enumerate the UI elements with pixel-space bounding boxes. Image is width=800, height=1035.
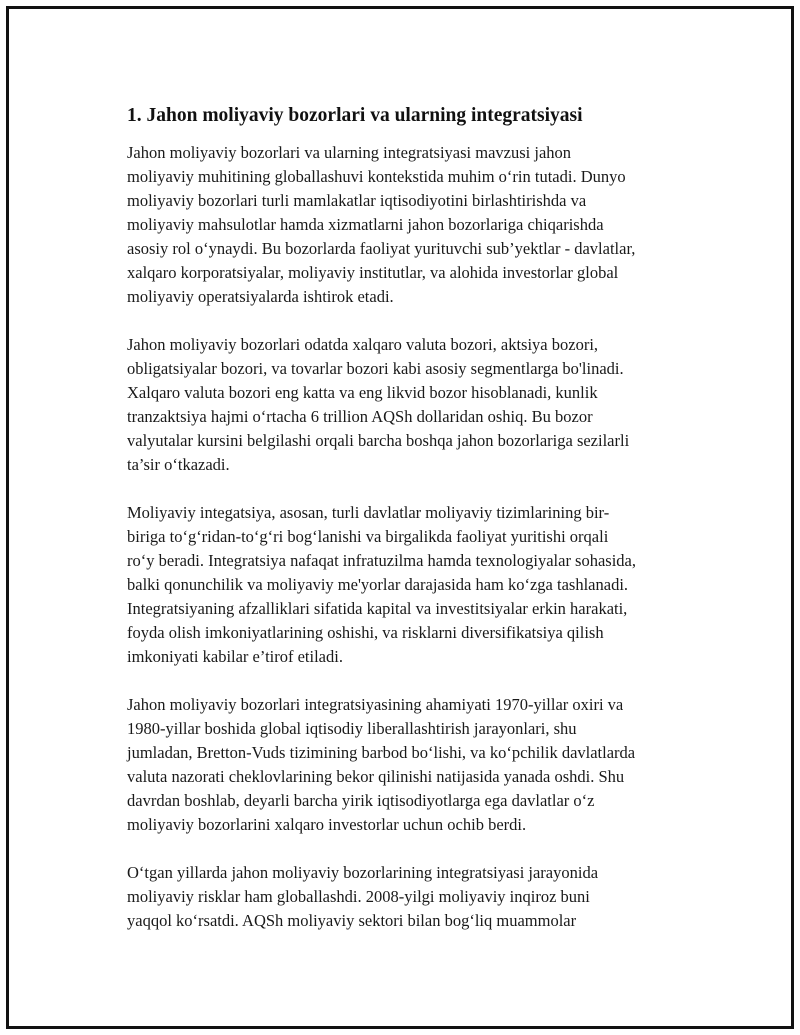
page-frame — [6, 6, 794, 1029]
text-line: 1980-yillar boshida global iqtisodiy liberallashtirish jarayonlari, shu — [127, 719, 577, 738]
text-line: Integratsiyaning afzalliklari sifatida kapital va investitsiyalar erkin harakati, — [127, 599, 628, 618]
text-line: yaqqol ko‘rsatdi. AQSh moliyaviy sektori bilan bog‘liq muammolar — [127, 911, 577, 930]
text-line: moliyaviy bozorlarini xalqaro investorlar uchun ochib berdi. — [127, 815, 527, 834]
text-line: O‘tgan yillarda jahon moliyaviy bozorlarining integratsiyasi jarayonida — [127, 863, 599, 882]
text-line: Moliyaviy integatsiya, asosan, turli davlatlar moliyaviy tizimlarining bir- — [127, 503, 610, 522]
paragraph-1 — [127, 141, 705, 309]
text-line: biriga to‘g‘ridan-to‘g‘ri bog‘lanishi va birgalikda faoliyat yuritishi orqali — [127, 527, 609, 546]
text-line: foyda olish imkoniyatlarining oshishi, va risklarni diversifikatsiya qilish — [127, 623, 604, 642]
paragraph-3 — [127, 501, 705, 669]
section-title: 1. Jahon moliyaviy bozorlari va ularning integratsiyasi — [127, 105, 583, 126]
text-line: Jahon moliyaviy bozorlari va ularning integratsiyasi mavzusi jahon — [127, 143, 572, 162]
text-line: ro‘y beradi. Integratsiya nafaqat infratuzilma hamda texnologiyalar sohasida, — [127, 551, 637, 570]
text-line: Jahon moliyaviy bozorlari integratsiyasining ahamiyati 1970-yillar oxiri va — [127, 695, 624, 714]
text-line: balki qonunchilik va moliyaviy me'yorlar darajasida ham ko‘zga tashlanadi. — [127, 575, 629, 594]
document-body — [127, 103, 705, 957]
text-line: obligatsiyalar bozori, va tovarlar bozori kabi asosiy segmentlarga bo'linadi. — [127, 359, 624, 378]
text-line: imkoniyati kabilar e’tirof etiladi. — [127, 647, 343, 666]
text-line: moliyaviy muhitining globallashuvi kontekstida muhim o‘rin tutadi. Dunyo — [127, 167, 626, 186]
text-line: xalqaro korporatsiyalar, moliyaviy institutlar, va alohida investorlar global — [127, 263, 619, 282]
paragraph-2 — [127, 333, 705, 477]
paragraph-5 — [127, 861, 705, 933]
text-line: moliyaviy bozorlari turli mamlakatlar iqtisodiyotini birlashtirishda va — [127, 191, 587, 210]
text-line: valyutalar kursini belgilashi orqali barcha boshqa jahon bozorlariga sezilarli — [127, 431, 630, 450]
text-line: Xalqaro valuta bozori eng katta va eng likvid bozor hisoblanadi, kunlik — [127, 383, 598, 402]
text-line: jumladan, Bretton-Vuds tizimining barbod bo‘lishi, va ko‘pchilik davlatlarda — [127, 743, 636, 762]
text-line: davrdan boshlab, deyarli barcha yirik iqtisodiyotlarga ega davlatlar o‘z — [127, 791, 595, 810]
text-line: tranzaktsiya hajmi o‘rtacha 6 trillion AQSh dollaridan oshiq. Bu bozor — [127, 407, 593, 426]
text-line: moliyaviy risklar ham globallashdi. 2008-yilgi moliyaviy inqiroz buni — [127, 887, 590, 906]
paragraph-4 — [127, 693, 705, 837]
text-line: Jahon moliyaviy bozorlari odatda xalqaro valuta bozori, aktsiya bozori, — [127, 335, 599, 354]
text-line: moliyaviy operatsiyalarda ishtirok etadi. — [127, 287, 394, 306]
text-line: ta’sir o‘tkazadi. — [127, 455, 230, 474]
text-line: asosiy rol o‘ynaydi. Bu bozorlarda faoliyat yurituvchi sub’yektlar - davlatlar, — [127, 239, 636, 258]
text-line: moliyaviy mahsulotlar hamda xizmatlarni jahon bozorlariga chiqarishda — [127, 215, 604, 234]
text-line: valuta nazorati cheklovlarining bekor qilinishi natijasida yanada oshdi. Shu — [127, 767, 625, 786]
